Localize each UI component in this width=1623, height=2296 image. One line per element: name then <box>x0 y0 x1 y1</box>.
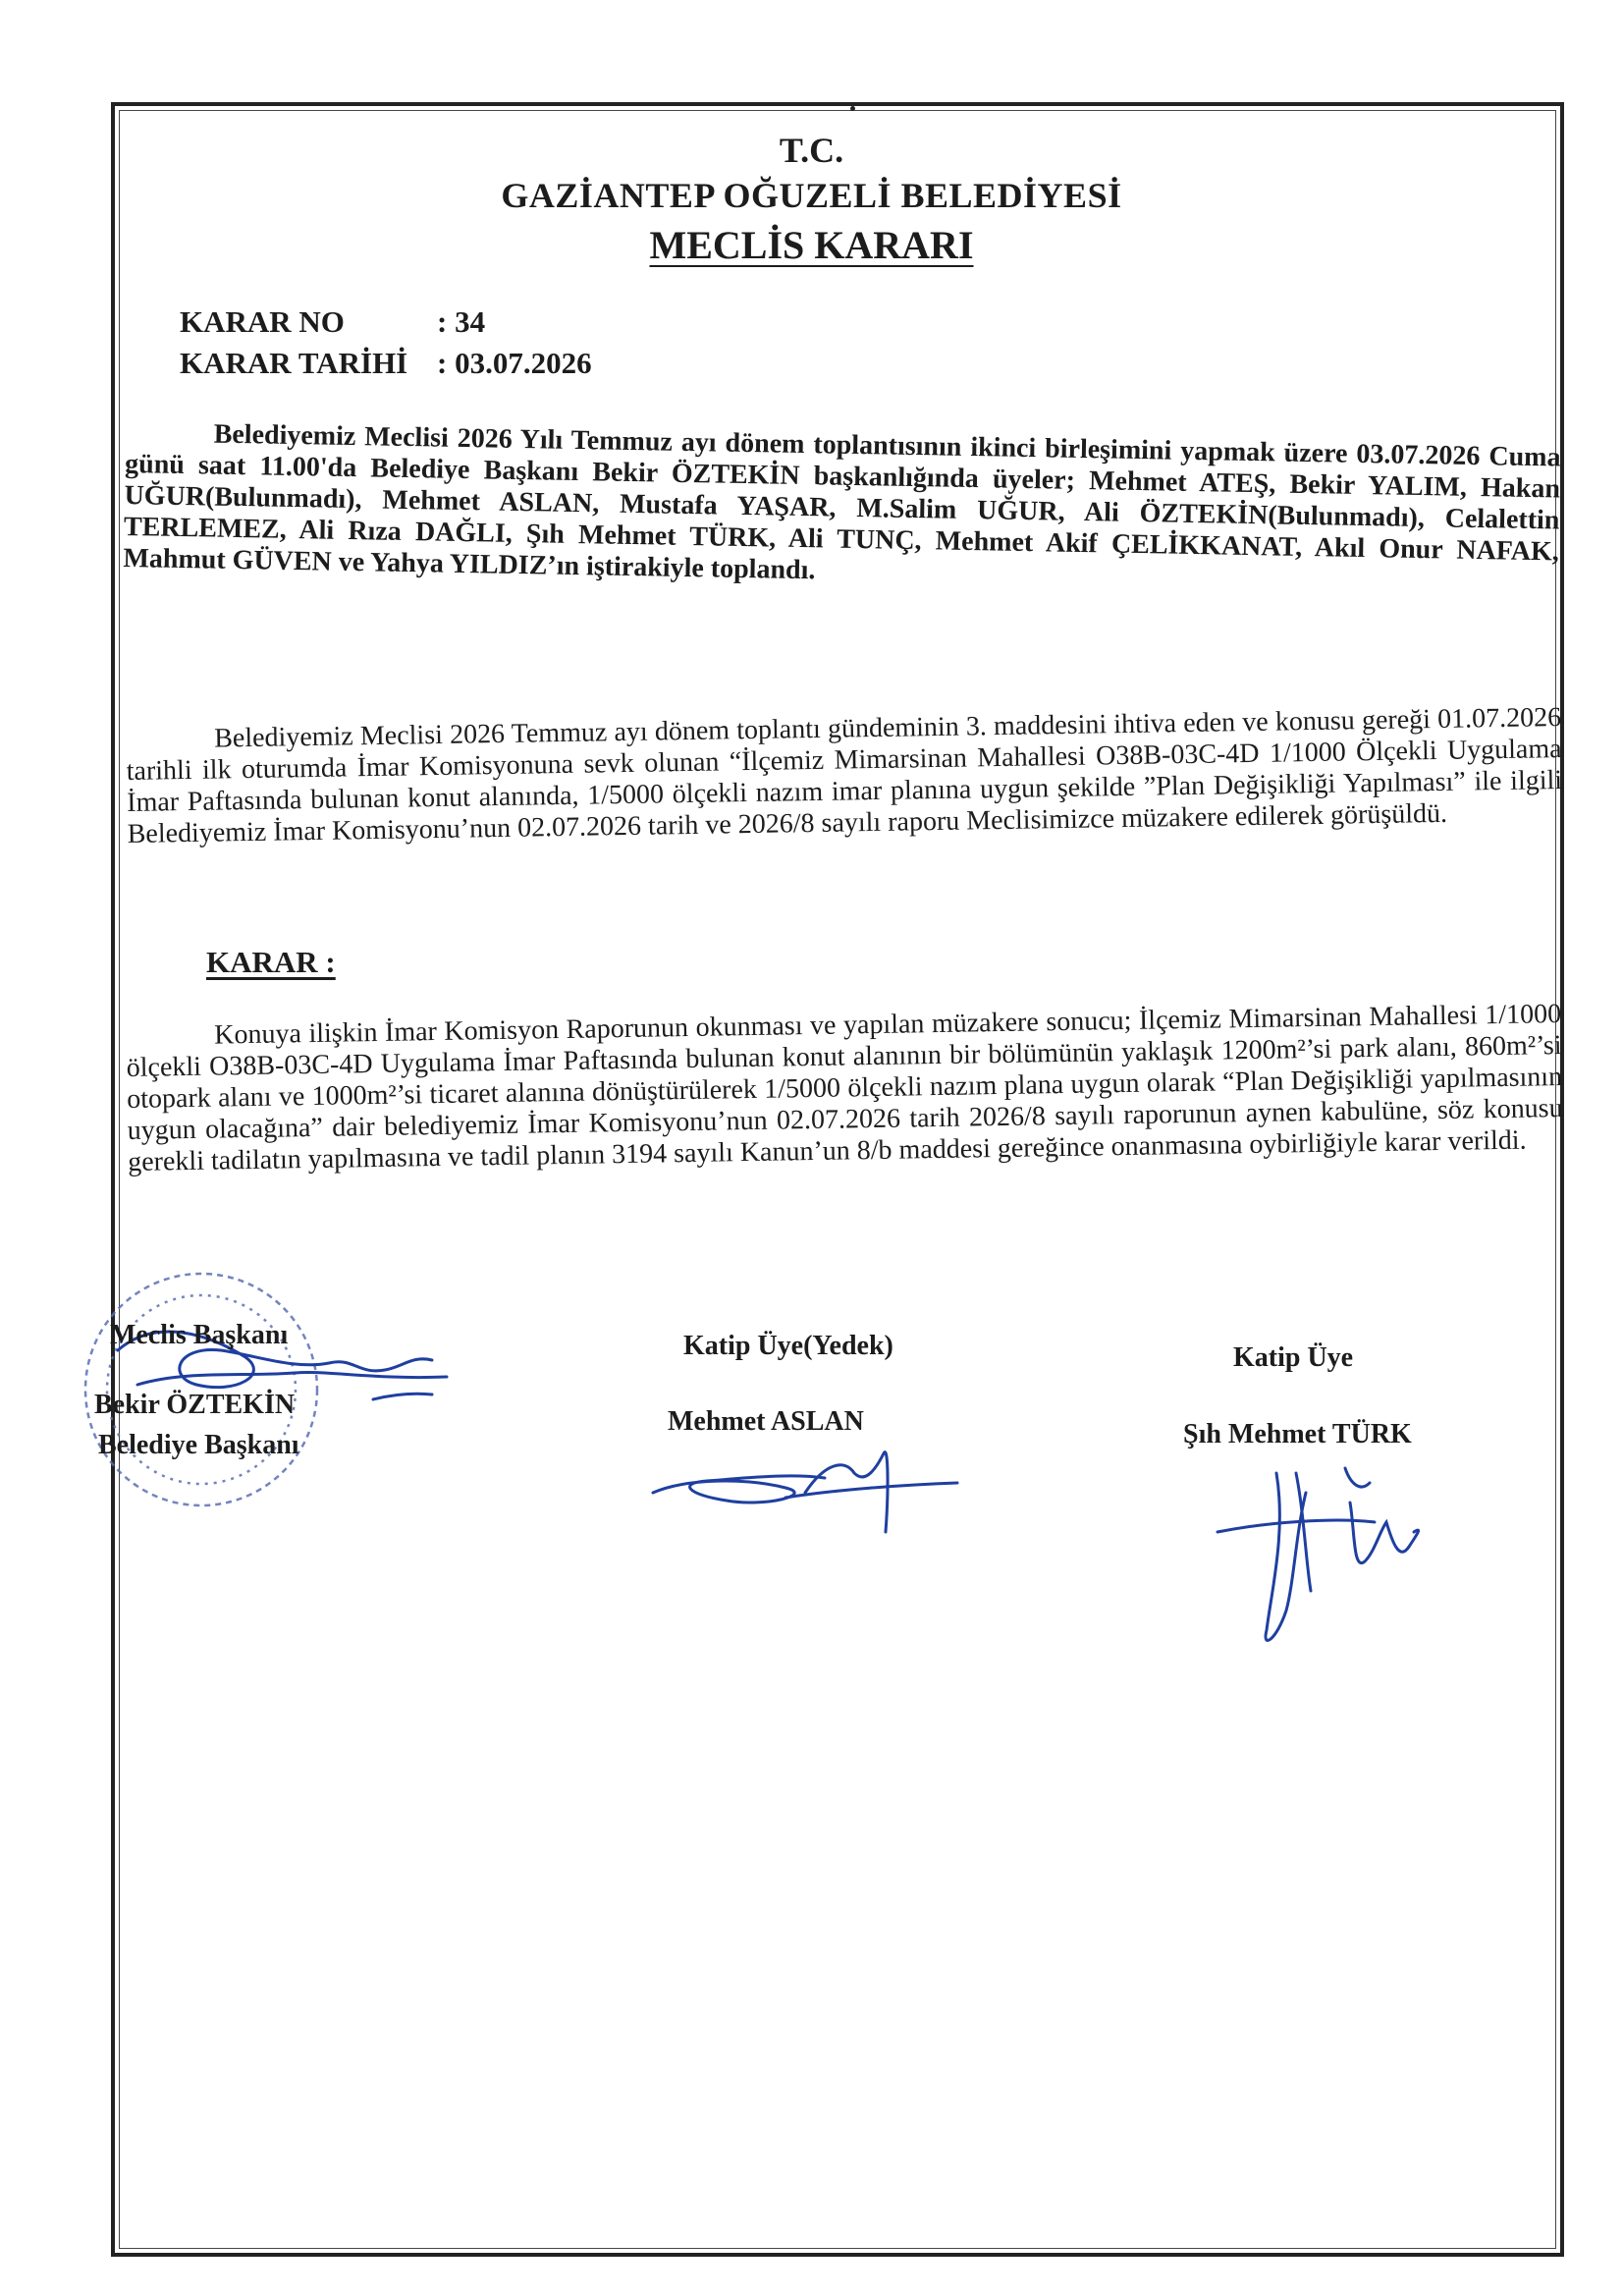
clerk-title: Katip Üye <box>1233 1342 1354 1373</box>
clerk-signature <box>1217 1468 1419 1640</box>
clerk-name: Şıh Mehmet TÜRK <box>1183 1419 1412 1449</box>
clerk-substitute-name: Mehmet ASLAN <box>668 1406 864 1437</box>
decision-date-value: : 03.07.2026 <box>437 346 592 380</box>
karar-heading: KARAR : <box>206 945 336 979</box>
chair-name: Bekir ÖZTEKİN <box>94 1390 296 1420</box>
document-title: MECLİS KARARI <box>649 223 974 267</box>
chair-title: Meclis Başkanı <box>110 1320 289 1350</box>
decision-date-label: KARAR TARİHİ <box>180 346 408 380</box>
header-organization: GAZİANTEP OĞUZELİ BELEDİYESİ <box>501 176 1122 215</box>
attendance-text: Belediyemiz Meclisi 2026 Yılı Temmuz ayı dönem toplantısının ikinci birleşimini yapmak üzere 03.07.2026 Cuma günü saat 11.00'da Belediye Başkanı Bekir ÖZTEKİN başkanlığında üyeler; Mehmet ATEŞ, Bekir YALIM, Hakan UĞUR(Bulunmadı), Mehmet ASLAN, Mustafa YAŞAR, M.Salim UĞUR, Ali ÖZTEKİN(Bulunmadı), Celalettin TERLEMEZ, Ali Rıza DAĞLI, Şıh Mehmet TÜRK, Ali TUNÇ, Mehmet Akif ÇELİKKANAT, Akıl Onur NAFAK, Mahmut GÜVEN ve Yahya YILDIZ’ın iştirakiyle toplandı. <box>123 418 1561 586</box>
header-tc: T.C. <box>779 131 844 170</box>
agenda-text: Belediyemiz Meclisi 2026 Temmuz ayı dönem toplantı gündeminin 3. maddesini ihtiva eden ve konusu gereği 01.07.2026 tarihli ilk oturumda İmar Komisyonuna sevk olunan “İlçemiz Mimarsinan Mahallesi O38B-03C-4D 1/1000 Ölçekli Uygulama İmar Paftasında bulunan konut alanında, 1/5000 ölçekli nazım imar planına uygun şekilde ”Plan Değişikliği Yapılması” ile ilgili Belediyemiz İmar Komisyonu’nun 02.07.2026 tarih ve 2026/8 sayılı raporu Meclisimizce müzakere edilerek görüşüldü. <box>126 702 1563 849</box>
decision-text: Konuya ilişkin İmar Komisyon Raporunun okunması ve yapılan müzakere sonucu; İlçemiz Mimarsinan Mahallesi 1/1000 ölçekli O38B-03C-4D Uygulama İmar Paftasında bulunan konut alanının bir bölümünün yaklaşık 1200m²’si park alanı, 860m²’si otopark alanı ve 1000m²’si ticaret alanına dönüştürülerek 1/5000 ölçekli nazım plana uygun olarak “Plan Değişikliği yapılmasının uygun olacağına” dair belediyemiz İmar Komisyonu’nun 02.07.2026 tarih 2026/8 sayılı raporunun aynen kabulüne, söz konusu gerekli tadilatın yapılmasına ve tadil planın 3194 sayılı Kanun’un 8/b maddesi gereğince onanmasına oybirliğiyle karar verildi. <box>126 999 1563 1177</box>
chair-role: Belediye Başkanı <box>98 1430 299 1460</box>
clerk-substitute-title: Katip Üye(Yedek) <box>683 1331 893 1361</box>
decision-number-value: : 34 <box>437 304 486 339</box>
clerk-substitute-signature <box>653 1452 957 1532</box>
decision-number-label: KARAR NO <box>180 304 345 339</box>
